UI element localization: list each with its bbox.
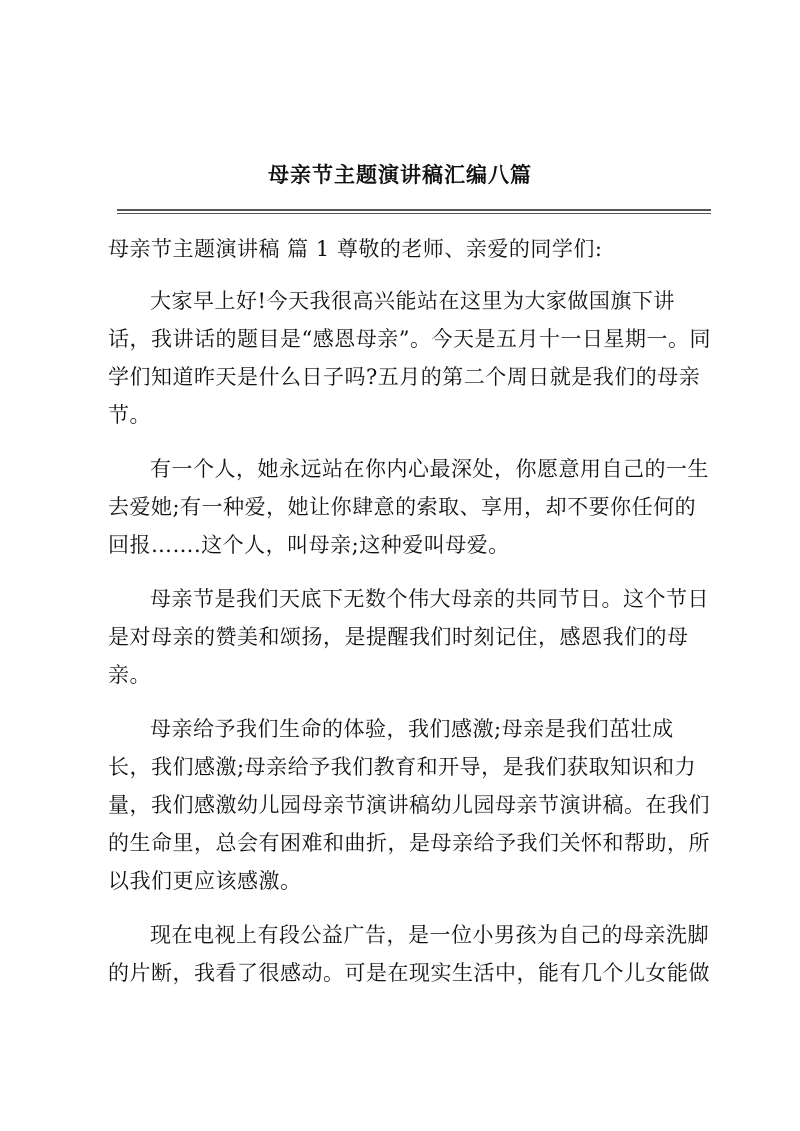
document-body <box>108 230 712 1008</box>
paragraph-greeting: 大家早上好!今天我很高兴能站在这里为大家做国旗下讲话，我讲话的题目是“感恩母亲”。今天是五月十一日星期一。同学们知道昨天是什么日子吗?五月的第二个周日就是我们的母亲节。 <box>108 289 711 427</box>
paragraph-gratitude: 母亲给予我们生命的体验，我们感激;母亲是我们茁壮成长，我们感激;母亲给予我们教育和开导，是我们获取知识和力量，我们感激幼儿园母亲节演讲稿幼儿园母亲节演讲稿。在我们的生命里，总会有困难和曲折，是母亲给予我们关怀和帮助，所以我们更应该感激。 <box>108 717 710 893</box>
document-title: 母亲节主题演讲稿汇编八篇 <box>268 162 532 187</box>
paragraph-tv-ad: 现在电视上有段公益广告，是一位小男孩为自己的母亲洗脚的片断，我看了很感动。可是在现实生活中，能有几个儿女能做 <box>108 923 710 985</box>
paragraph-mothers-day: 母亲节是我们天底下无数个伟大母亲的共同节日。这个节日是对母亲的赞美和颂扬，是提醒我们时刻记住，感恩我们的母亲。 <box>108 587 709 687</box>
title-divider <box>117 209 711 214</box>
paragraph-mother-love: 有一个人，她永远站在你内心最深处，你愿意用自己的一生去爱她;有一种爱，她让你肆意的索取、享用，却不要你任何的回报…….这个人，叫母亲;这种爱叫母爱。 <box>108 457 709 557</box>
opening-line: 母亲节主题演讲稿 篇 1 尊敬的老师、亲爱的同学们: <box>108 237 603 261</box>
